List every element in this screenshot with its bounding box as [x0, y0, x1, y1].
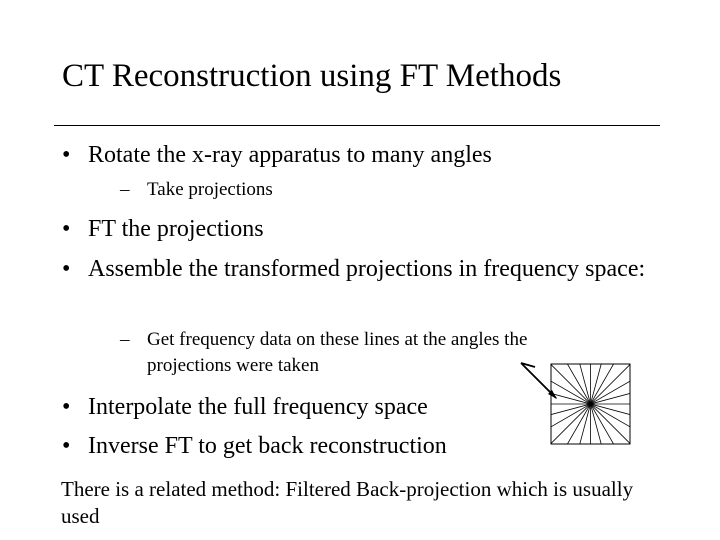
bullet-text: Interpolate the full frequency space	[88, 394, 428, 420]
bullet-item-assemble	[62, 254, 672, 285]
bullet-text: FT the projections	[88, 216, 264, 242]
dash-icon: –	[120, 179, 130, 200]
footnote-text: There is a related method: Filtered Back-projection which is usually used	[61, 477, 634, 528]
bullet-icon: •	[62, 216, 71, 242]
bullet-item-rotate	[62, 140, 672, 171]
bullet-icon: •	[62, 142, 71, 168]
bullet-item-ft	[62, 214, 672, 245]
sub-bullet-text: Take projections	[147, 179, 273, 200]
bullet-text: Inverse FT to get back reconstruction	[88, 433, 447, 459]
bullet-text: Assemble the transformed projections in frequency space:	[88, 256, 646, 282]
radial-frequency-lines-icon	[518, 358, 638, 448]
bullet-text: Rotate the x-ray apparatus to many angles	[88, 142, 492, 168]
sub-bullet-text: Get frequency data on these lines at the angles the projections were taken	[147, 329, 528, 376]
title-divider	[54, 125, 660, 126]
dash-icon: –	[120, 329, 130, 350]
slide-title: CT Reconstruction using FT Methods	[62, 58, 562, 94]
bullet-icon: •	[62, 394, 71, 420]
bullet-icon: •	[62, 256, 71, 282]
bullet-icon: •	[62, 433, 71, 459]
sub-bullet-take-projections	[120, 177, 620, 203]
